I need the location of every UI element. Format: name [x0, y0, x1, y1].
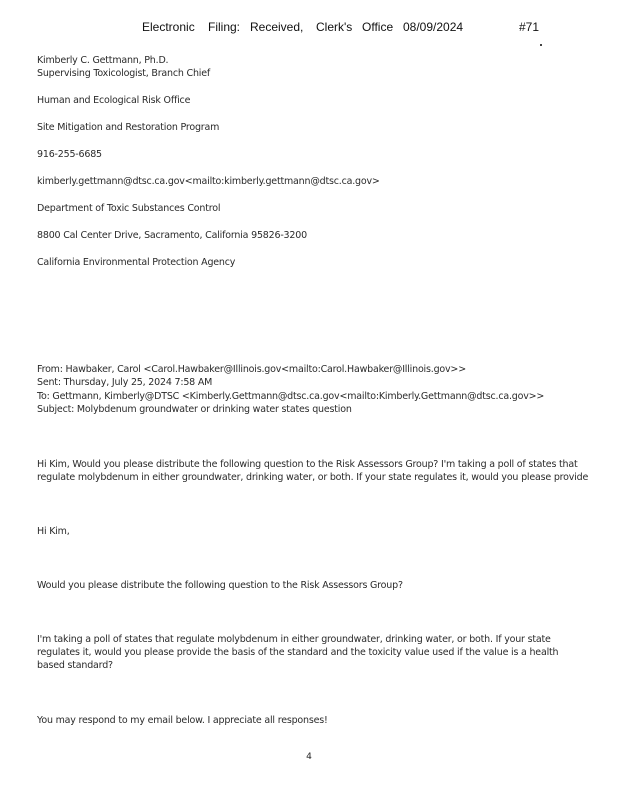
header-date: 08/09/2024 — [403, 20, 464, 34]
signature-agency: California Environmental Protection Agency — [37, 257, 236, 268]
signature-phone: 916-255-6685 — [37, 149, 102, 160]
signature-title: Supervising Toxicologist, Branch Chief — [37, 68, 211, 79]
header-electronic: Electronic — [142, 20, 195, 34]
message-closing: You may respond to my email below. I appreciate all responses! — [37, 715, 328, 726]
header-filing: Filing: — [208, 20, 241, 34]
preview-line-2: regulate molybdenum in either groundwater, drinking water, or both. If your state regulates it, would you please provide — [37, 472, 589, 483]
email-to: To: Gettmann, Kimberly@DTSC <Kimberly.Gettmann@dtsc.ca.gov<mailto:Kimberly.Gettmann@dtsc.ca.gov>> — [37, 391, 545, 402]
header-clerks: Clerk's — [316, 20, 353, 34]
signature-address: 8800 Cal Center Drive, Sacramento, California 95826-3200 — [37, 230, 307, 241]
signature-name: Kimberly C. Gettmann, Ph.D. — [37, 55, 169, 66]
header-number: #71 — [519, 20, 540, 34]
page-number: 4 — [306, 752, 312, 762]
message-poll: I'm taking a poll of states that regulate molybdenum in either groundwater, drinking water, or both. If your state regulates it, would you please provide the basis of the standard and the toxicity value used if the value is a health based standard? — [37, 634, 559, 671]
signature-program: Site Mitigation and Restoration Program — [37, 122, 220, 133]
signature-email: kimberly.gettmann@dtsc.ca.gov<mailto:kimberly.gettmann@dtsc.ca.gov> — [37, 176, 380, 187]
email-from: From: Hawbaker, Carol <Carol.Hawbaker@Illinois.gov<mailto:Carol.Hawbaker@Illinois.gov>> — [37, 364, 466, 375]
message-greeting: Hi Kim, — [37, 526, 70, 537]
header-office: Office — [362, 20, 394, 34]
email-subject: Subject: Molybdenum groundwater or drinking water states question — [37, 404, 352, 415]
message-request: Would you please distribute the following question to the Risk Assessors Group? — [37, 580, 403, 591]
signature-department: Department of Toxic Substances Control — [37, 203, 221, 214]
signature-office: Human and Ecological Risk Office — [37, 95, 191, 106]
preview-line-1: Hi Kim, Would you please distribute the following question to the Risk Assessors Group? I'm taking a poll of states that — [37, 459, 578, 470]
header-received: Received, — [250, 20, 304, 34]
email-sent: Sent: Thursday, July 25, 2024 7:58 AM — [37, 377, 213, 388]
stray-mark — [540, 44, 542, 46]
